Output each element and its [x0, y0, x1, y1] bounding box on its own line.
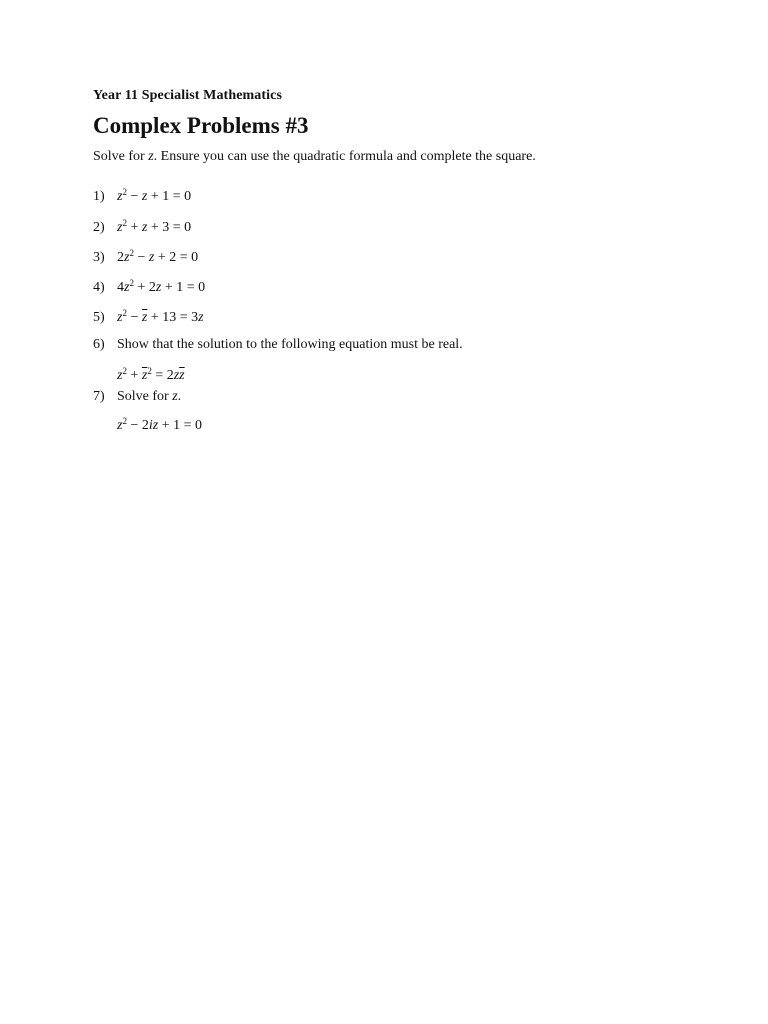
instructions-prefix: Solve for: [93, 149, 149, 164]
page-title: Complex Problems #3: [93, 113, 309, 138]
equation-6: $z^2 + \overline{z}^2 = 2z\overline{z}$: [117, 366, 185, 383]
problem-7-variable: z: [172, 389, 178, 404]
equation-3: $2z^2 - z + 2 = 0$: [117, 248, 199, 265]
problem-number: 5): [93, 310, 105, 325]
problem-3: [93, 248, 198, 266]
problem-1: [93, 187, 191, 205]
problem-7-suffix: .: [177, 389, 182, 404]
problem-4: [93, 278, 205, 296]
problem-7-text: [117, 389, 181, 405]
problem-number: 3): [93, 250, 105, 265]
equation-7: $z^2 - 2iz + 1 = 0$: [117, 416, 202, 433]
problem-7-prefix: Solve for: [117, 389, 173, 404]
equation-4: $4z^2 + 2z + 1 = 0$: [117, 278, 206, 295]
problem-5: [93, 308, 204, 326]
problem-7: [93, 389, 181, 405]
problem-number: 6): [93, 337, 105, 352]
problem-2: [93, 218, 191, 236]
equation-2: $z^2 + z + 3 = 0$: [117, 218, 192, 235]
problem-6-text: Show that the solution to the following equation must be real.: [117, 337, 463, 352]
problem-6: [93, 337, 463, 353]
subject-heading: Year 11 Specialist Mathematics: [93, 88, 282, 103]
equation-1: $z^2 - z + 1 = 0$: [117, 187, 192, 204]
instructions-suffix: . Ensure you can use the quadratic formula and complete the square.: [153, 149, 536, 164]
problem-number: 7): [93, 389, 105, 404]
problem-number: 4): [93, 280, 105, 295]
problem-number: 2): [93, 220, 105, 235]
instructions-variable: z: [148, 149, 154, 164]
problem-number: 1): [93, 189, 105, 204]
equation-5: $z^2 - \overline{z} + 13 = 3z$: [117, 308, 204, 325]
instructions: [93, 149, 536, 165]
